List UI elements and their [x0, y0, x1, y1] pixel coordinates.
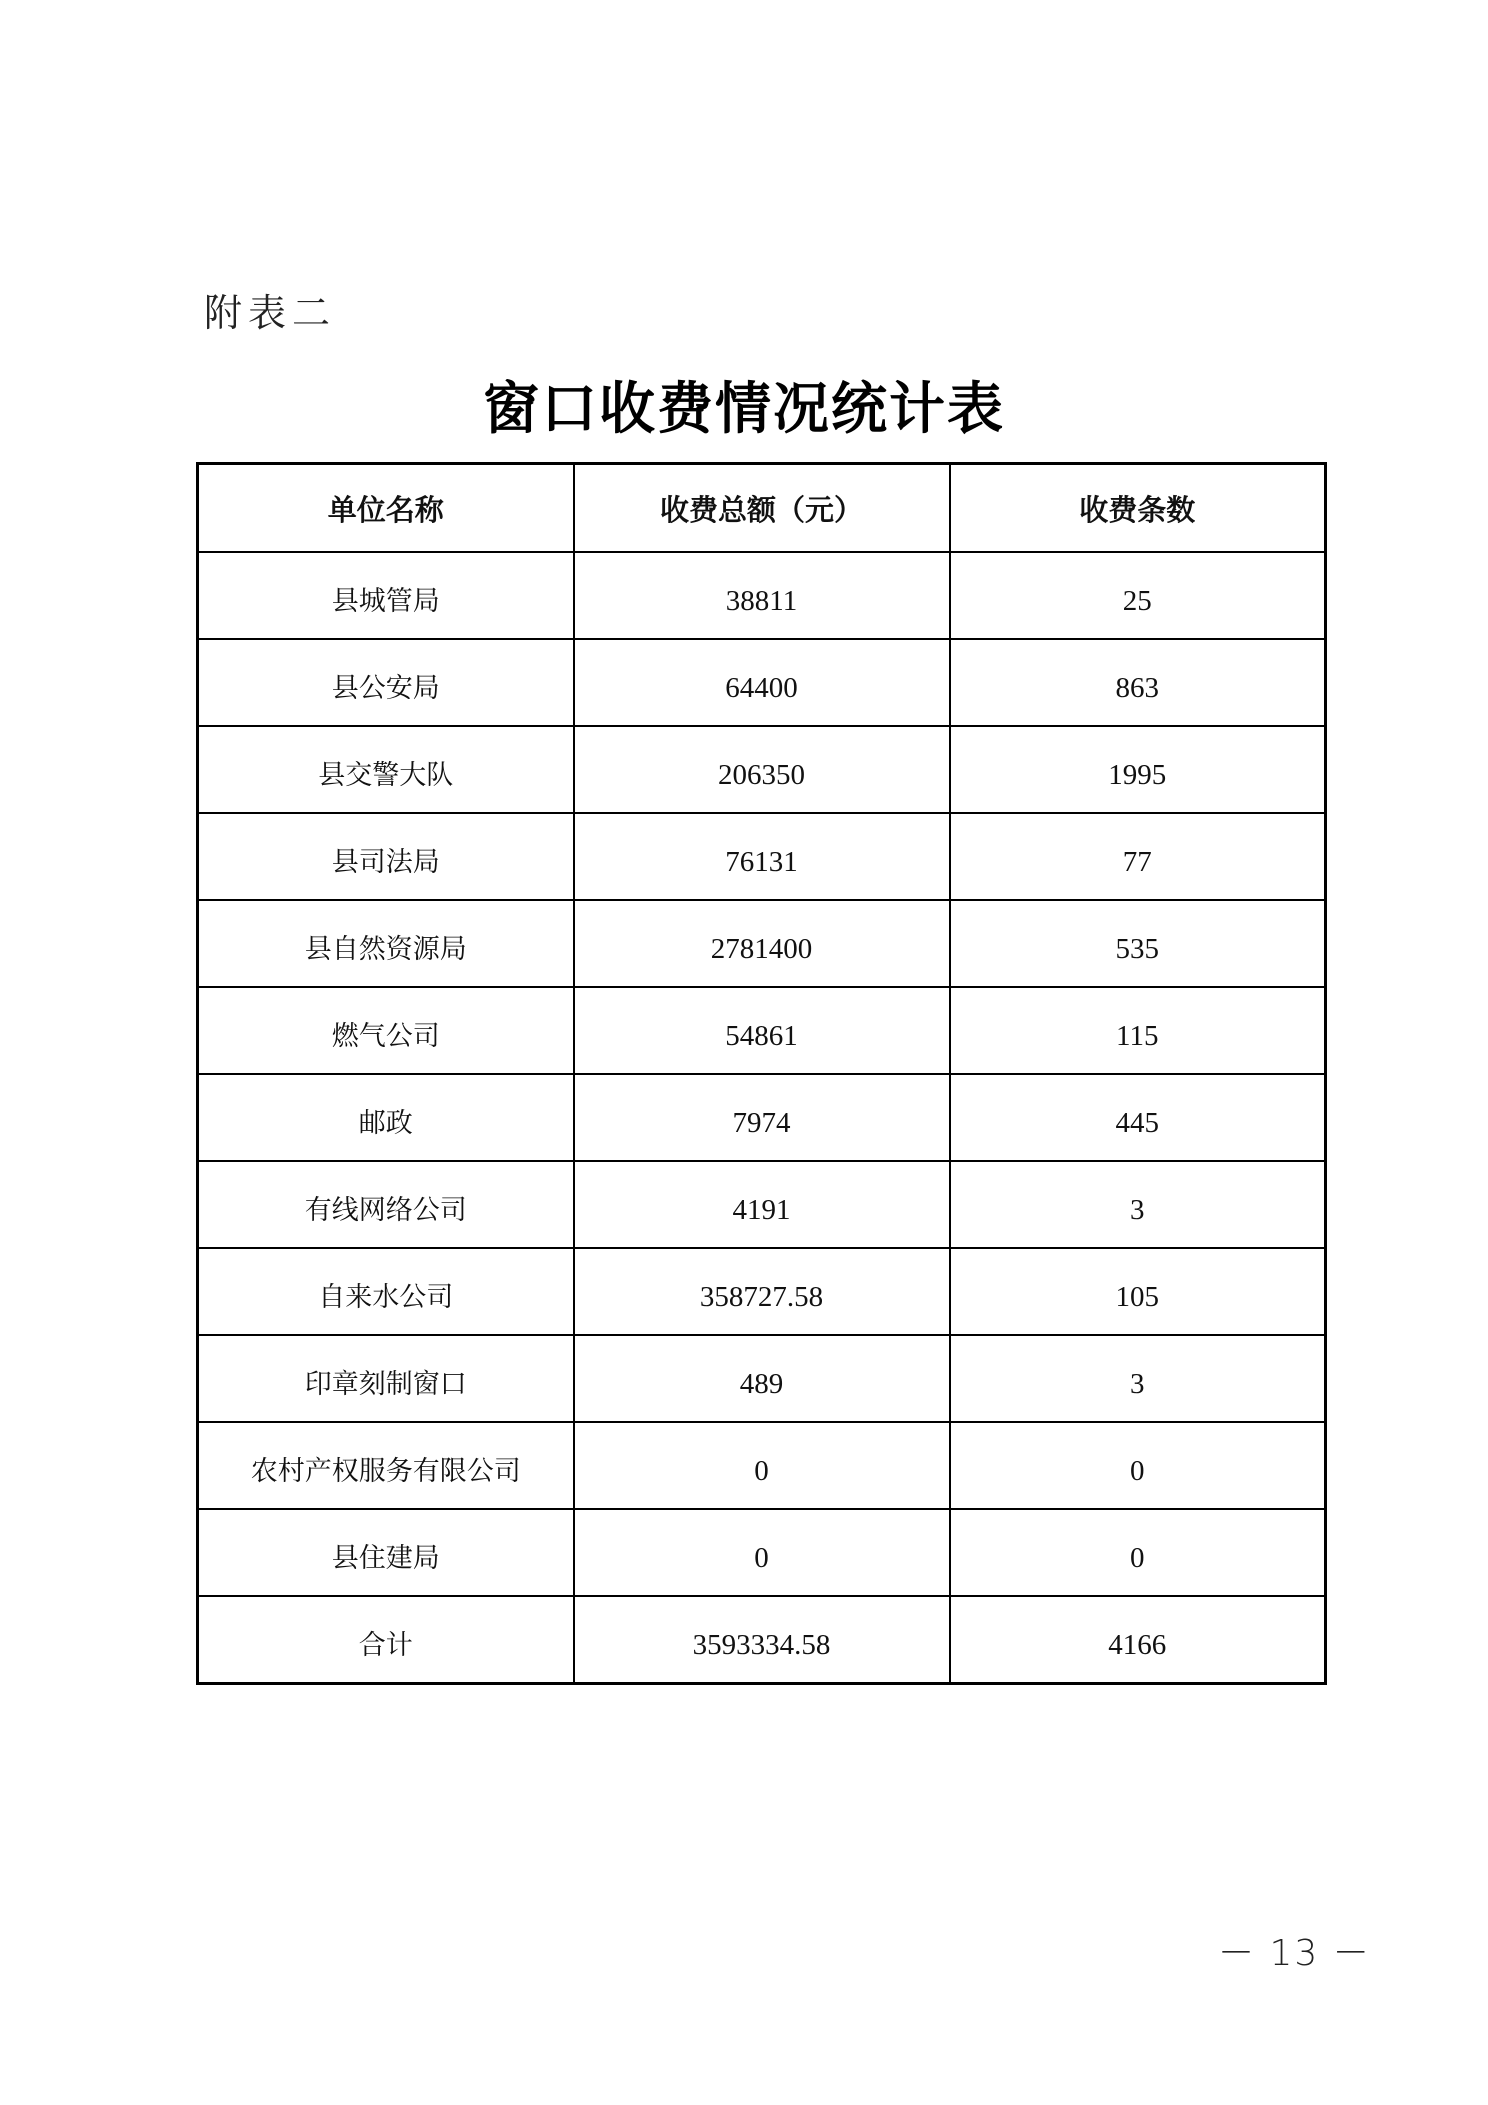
count-cell: 863 — [950, 639, 1326, 726]
unit-name-cell: 农村产权服务有限公司 — [198, 1422, 574, 1509]
unit-name-cell: 县公安局 — [198, 639, 574, 726]
amount-cell: 2781400 — [574, 900, 950, 987]
count-cell: 77 — [950, 813, 1326, 900]
total-count-cell: 4166 — [950, 1596, 1326, 1684]
unit-name-cell: 县自然资源局 — [198, 900, 574, 987]
unit-name-cell: 燃气公司 — [198, 987, 574, 1074]
count-cell: 0 — [950, 1422, 1326, 1509]
unit-name-cell: 县城管局 — [198, 552, 574, 639]
table-row — [198, 639, 1326, 726]
count-cell: 3 — [950, 1161, 1326, 1248]
count-cell: 445 — [950, 1074, 1326, 1161]
count-cell: 3 — [950, 1335, 1326, 1422]
table-row — [198, 900, 1326, 987]
table-header-row — [198, 464, 1326, 553]
unit-name-cell: 自来水公司 — [198, 1248, 574, 1335]
amount-cell: 489 — [574, 1335, 950, 1422]
unit-name-cell: 县司法局 — [198, 813, 574, 900]
amount-cell: 4191 — [574, 1161, 950, 1248]
unit-name-cell: 县住建局 — [198, 1509, 574, 1596]
amount-cell: 38811 — [574, 552, 950, 639]
table-row — [198, 1074, 1326, 1161]
count-cell: 0 — [950, 1509, 1326, 1596]
table-row — [198, 1509, 1326, 1596]
table-row — [198, 552, 1326, 639]
unit-name-cell: 印章刻制窗口 — [198, 1335, 574, 1422]
total-amount-cell: 3593334.58 — [574, 1596, 950, 1684]
count-cell: 535 — [950, 900, 1326, 987]
total-label-cell: 合计 — [198, 1596, 574, 1684]
count-cell: 25 — [950, 552, 1326, 639]
count-cell: 115 — [950, 987, 1326, 1074]
header-record-count: 收费条数 — [950, 464, 1326, 553]
count-cell: 105 — [950, 1248, 1326, 1335]
amount-cell: 0 — [574, 1422, 950, 1509]
table-total-row — [198, 1596, 1326, 1684]
unit-name-cell: 有线网络公司 — [198, 1161, 574, 1248]
count-cell: 1995 — [950, 726, 1326, 813]
unit-name-cell: 邮政 — [198, 1074, 574, 1161]
appendix-label: 附表二 — [204, 291, 337, 335]
page-number: － 13 － — [1218, 1933, 1371, 1974]
amount-cell: 206350 — [574, 726, 950, 813]
document-title: 窗口收费情况统计表 — [483, 376, 1005, 442]
header-unit-name: 单位名称 — [198, 464, 574, 553]
amount-cell: 76131 — [574, 813, 950, 900]
amount-cell: 64400 — [574, 639, 950, 726]
amount-cell: 7974 — [574, 1074, 950, 1161]
table-row — [198, 1248, 1326, 1335]
amount-cell: 0 — [574, 1509, 950, 1596]
table-row — [198, 987, 1326, 1074]
amount-cell: 54861 — [574, 987, 950, 1074]
table-row — [198, 1422, 1326, 1509]
unit-name-cell: 县交警大队 — [198, 726, 574, 813]
table-row — [198, 813, 1326, 900]
header-total-amount: 收费总额（元） — [574, 464, 950, 553]
fee-statistics-table — [196, 462, 1327, 1685]
table-row — [198, 1335, 1326, 1422]
table-row — [198, 726, 1326, 813]
amount-cell: 358727.58 — [574, 1248, 950, 1335]
table-row — [198, 1161, 1326, 1248]
